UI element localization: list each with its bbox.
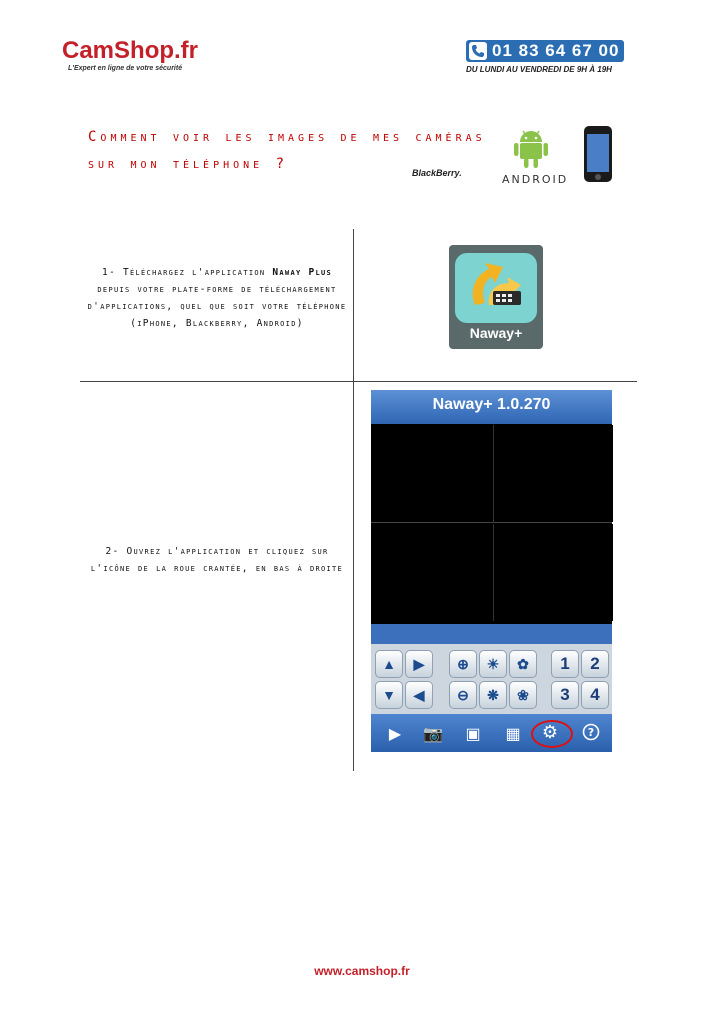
iphone-home-button [595, 174, 601, 180]
naway-icon-label: Naway+ [469, 325, 523, 341]
step-1-app-name: Naway Plus [272, 267, 333, 278]
phone-icon [469, 42, 487, 60]
arrow-left-icon[interactable]: ◀ [405, 681, 433, 709]
iris-close-icon[interactable]: ❀ [509, 681, 537, 709]
android-wordmark: ANDROID [502, 173, 569, 186]
arrow-down-icon[interactable]: ▼ [375, 681, 403, 709]
iphone-icon [584, 126, 612, 182]
step-1-prefix: 1- Téléchargez l'application [101, 267, 273, 278]
camera-view-1[interactable] [371, 425, 491, 522]
naway-logo-icon [455, 253, 537, 323]
camera-grid-divider [371, 522, 612, 523]
table-divider-horizontal [80, 381, 637, 382]
phone-badge [466, 40, 624, 62]
android-robot-icon [512, 127, 550, 169]
app-status-bar [371, 624, 612, 644]
step-2-text: 2- Ouvrez l'application et cliquez sur l'icône de la roue crantée, en bas à droite [90, 546, 344, 574]
footer-url[interactable]: www.camshop.fr [314, 964, 410, 978]
naway-app-screenshot [371, 390, 612, 752]
app-bottom-toolbar [371, 714, 612, 752]
channel-3-button[interactable]: 3 [551, 681, 579, 709]
brightness-up-icon[interactable]: ☀ [479, 650, 507, 678]
logo-text: CamShop.fr [62, 37, 199, 64]
iris-open-icon[interactable]: ✿ [509, 650, 537, 678]
svg-text:?: ? [587, 726, 595, 739]
zoom-out-icon[interactable]: ⊖ [449, 681, 477, 709]
step-1-rest: depuis votre plate-forme de téléchargement d'applications, quel que soit votre téléphone (iPhone, Blackberry, Android) [87, 284, 347, 329]
camera-view-3[interactable] [371, 524, 491, 621]
page-title-line2: sur mon téléphone ? [88, 156, 289, 172]
help-icon[interactable] [579, 723, 603, 746]
grid-icon[interactable]: ▦ [505, 726, 521, 743]
phone-number: 01 83 64 67 00 [492, 41, 620, 60]
camera-view-4[interactable] [493, 524, 613, 621]
app-header [371, 390, 612, 424]
table-divider-vertical-top [353, 229, 354, 381]
table-divider-vertical-bottom [353, 381, 354, 771]
ptz-control-panel [371, 644, 612, 714]
brightness-down-icon[interactable]: ❋ [479, 681, 507, 709]
window-icon[interactable]: ▣ [465, 726, 481, 743]
step-1-text [84, 264, 350, 332]
gear-icon[interactable]: ⚙ [541, 722, 559, 742]
camera-view-2[interactable] [493, 425, 613, 522]
blackberry-logo: BlackBerry. [412, 168, 462, 178]
iphone-screen [587, 134, 609, 172]
app-title: Naway+ 1.0.270 [432, 396, 551, 413]
camshop-logo [62, 38, 222, 82]
logo-tagline: L'Expert en ligne de votre sécurité [68, 65, 183, 72]
zoom-in-icon[interactable]: ⊕ [449, 650, 477, 678]
opening-hours: DU LUNDI AU VENDREDI DE 9H À 19H [466, 65, 612, 74]
page-title-line1: Comment voir les images de mes caméras [88, 129, 486, 145]
arrow-right-icon[interactable]: ▶ [405, 650, 433, 678]
channel-2-button[interactable]: 2 [581, 650, 609, 678]
arrow-up-icon[interactable]: ▲ [375, 650, 403, 678]
channel-4-button[interactable]: 4 [581, 681, 609, 709]
naway-app-icon [449, 245, 543, 349]
camera-icon[interactable]: 📷 [423, 726, 443, 743]
play-icon[interactable]: ▶ [388, 726, 402, 743]
channel-1-button[interactable]: 1 [551, 650, 579, 678]
